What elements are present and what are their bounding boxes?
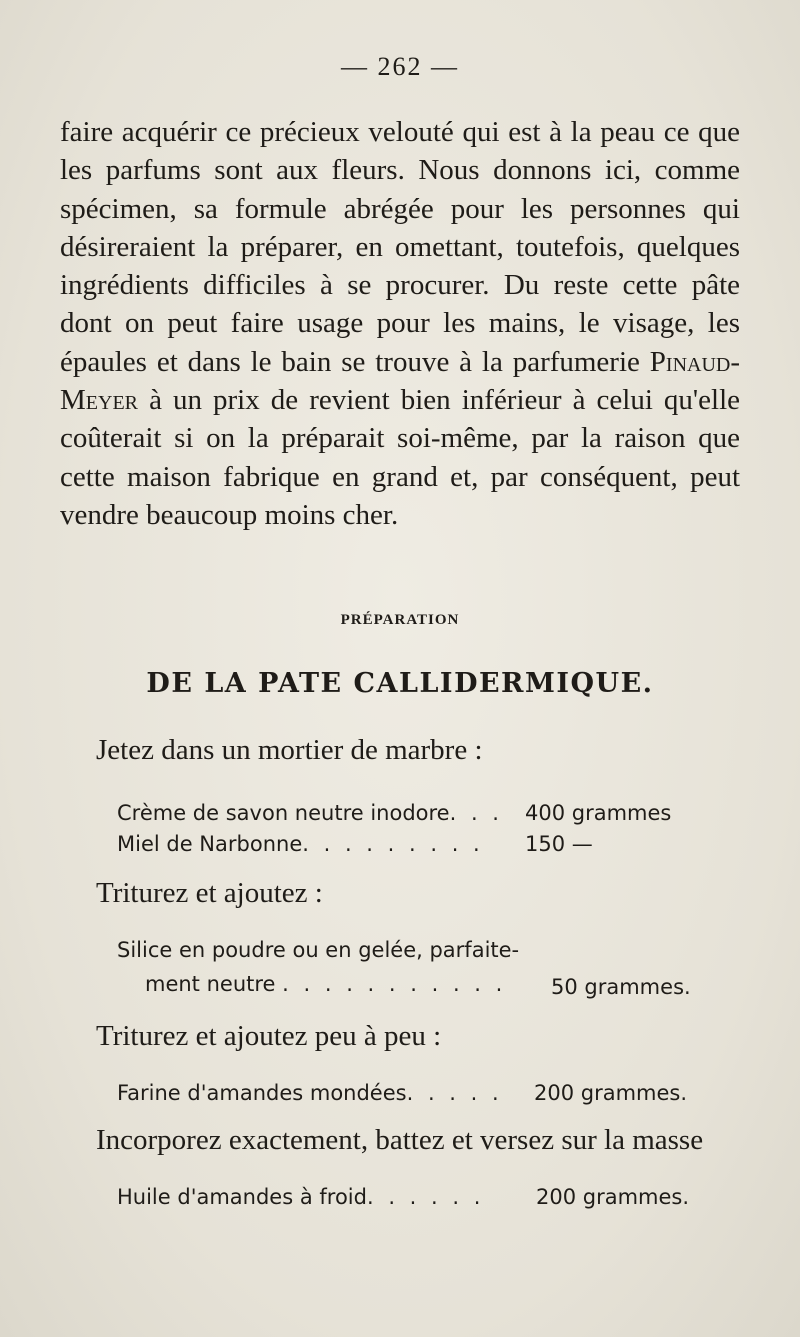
ingredient-farine (117, 1081, 503, 1105)
preparation-label: PRÉPARATION (340, 612, 460, 628)
instruction-3: Triturez et ajoutez peu à peu : (96, 1020, 442, 1052)
ingredient-silice-line1: Silice en poudre ou en gelée, parfaite- (117, 938, 520, 962)
dot-leader: . . . . . . . . . (302, 832, 484, 856)
dot-leader: . . . . . . (366, 1185, 485, 1209)
ingredient-name: Farine d'amandes mondées (117, 1081, 407, 1105)
ingredient-quantity: 50 grammes. (551, 975, 691, 999)
ingredient-quantity: 150 — (525, 832, 593, 856)
ingredient-creme-de-savon (117, 801, 503, 825)
ingredient-name: Miel de Narbonne (117, 832, 303, 856)
paragraph-text-end: à un prix de revient bien inférieur à celui qu'elle coûterait si on la préparait soi-même, par la raison que cette maison fabrique en grand et, par conséquent, peut vendre beaucoup moins cher. (60, 384, 740, 531)
instruction-1: Jetez dans un mortier de marbre : (96, 734, 483, 766)
dot-leader: . . . . . . . . . . . (282, 972, 507, 996)
dot-leader: . . . (449, 801, 503, 825)
body-paragraph (60, 113, 740, 534)
ingredient-quantity: 200 grammes. (534, 1081, 688, 1105)
preparation-title: DE LA PATE CALLIDERMIQUE. (146, 668, 654, 699)
dot-leader: . . . . . (406, 1081, 503, 1105)
ingredient-huile (117, 1185, 484, 1209)
instruction-4: Incorporez exactement, battez et versez sur la masse (96, 1124, 704, 1156)
ingredient-name: Huile d'amandes à froid (117, 1185, 367, 1209)
ingredient-name: Crème de savon neutre inodore (117, 801, 450, 825)
ingredient-quantity: 200 grammes. (536, 1185, 690, 1209)
ingredient-silice (145, 972, 506, 996)
ingredient-name: ment neutre (145, 972, 276, 996)
ingredient-quantity: 400 grammes (525, 801, 672, 825)
page-number: — 262 — (341, 52, 459, 81)
perfumer-name: Pinaud-Meyer (60, 345, 741, 417)
ingredient-miel (117, 832, 484, 856)
paragraph-text-start: faire acquérir ce précieux velouté qui est à la peau ce que les parfums sont aux fleurs. Nous donnons ici, comme spécimen, sa formule abrégée pour les personnes qui désireraient la préparer, en omettant, toutefois, quelques ingrédients difficiles à se procurer. Du reste cette pâte dont on peut faire usage pour les mains, le visage, les épaules et dans le bain se trouve à la parfumerie (60, 116, 740, 378)
instruction-2: Triturez et ajoutez : (96, 877, 323, 909)
